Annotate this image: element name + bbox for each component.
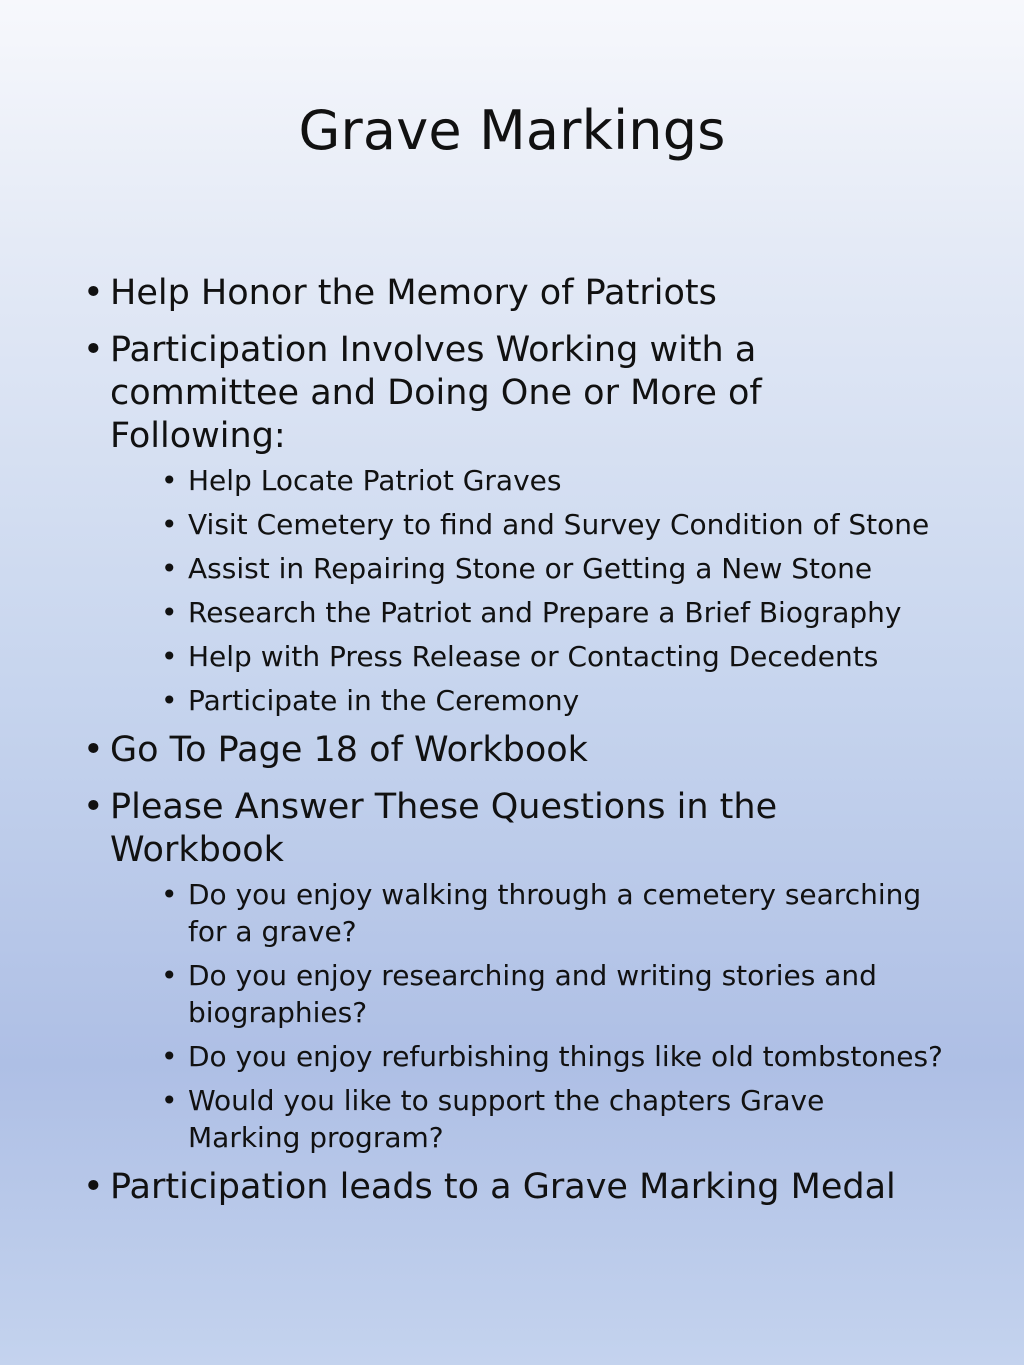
sub-bullet-list: [110, 876, 943, 1156]
sub-bullet-item: • Do you enjoy researching and writing stories and biographies?: [161, 957, 943, 1031]
sub-bullet-item: • Help with Press Release or Contacting Decedents: [161, 638, 943, 675]
bullet-item: [83, 1166, 943, 1209]
sub-bullet-item: • Do you enjoy refurbishing things like old tombstones?: [161, 1038, 943, 1075]
sub-bullet-item: • Help Locate Patriot Graves: [161, 462, 943, 499]
bullet-item: [83, 272, 943, 315]
sub-bullet-item: • Visit Cemetery to find and Survey Condition of Stone: [161, 506, 943, 543]
bullet-text: Participation leads to a Grave Marking Medal: [110, 1167, 896, 1207]
sub-bullet-item: • Participate in the Ceremony: [161, 682, 943, 719]
sub-bullet-item: • Would you like to support the chapters Grave Marking program?: [161, 1082, 943, 1156]
sub-bullet-item: • Assist in Repairing Stone or Getting a New Stone: [161, 550, 943, 587]
bullet-list: [83, 272, 943, 1223]
slide-title: Grave Markings: [298, 99, 726, 162]
bullet-item: [83, 786, 943, 1156]
bullet-text: Participation Involves Working with a committee and Doing One or More of Following:: [110, 330, 762, 456]
sub-bullet-list: [110, 462, 943, 719]
bullet-text: Please Answer These Questions in the Workbook: [110, 787, 778, 870]
bullet-text: Go To Page 18 of Workbook: [110, 730, 588, 770]
sub-bullet-item: • Research the Patriot and Prepare a Brief Biography: [161, 594, 943, 631]
bullet-text: Help Honor the Memory of Patriots: [110, 273, 717, 313]
sub-bullet-item: • Do you enjoy walking through a cemetery searching for a grave?: [161, 876, 943, 950]
bullet-item: [83, 729, 943, 772]
bullet-item: [83, 329, 943, 719]
